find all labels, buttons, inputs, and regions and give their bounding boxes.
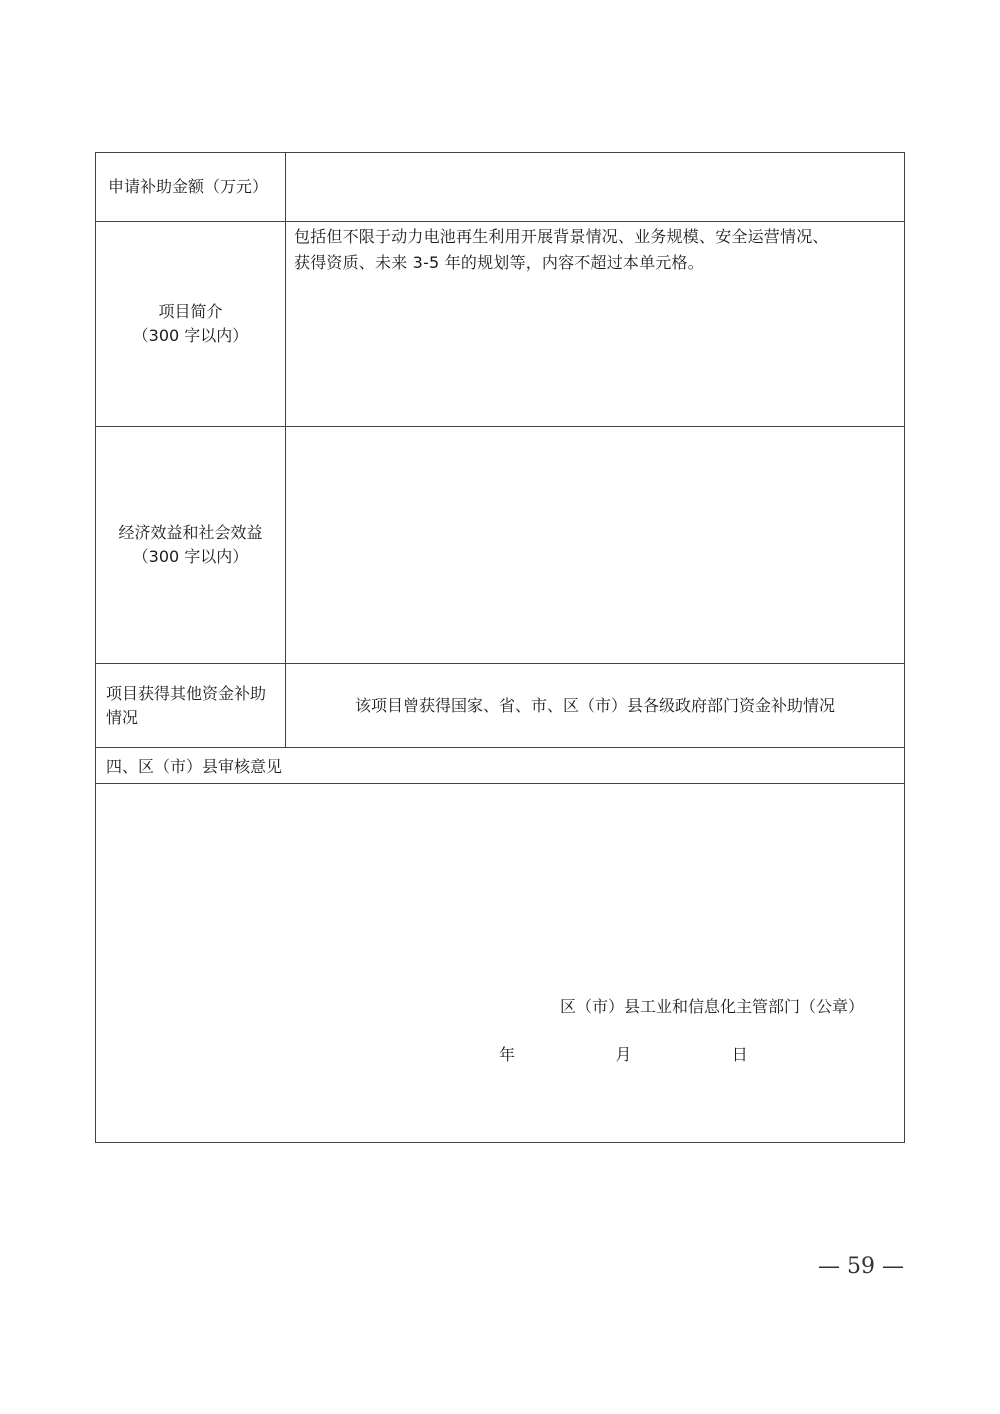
benefits-label-title: 经济效益和社会效益 — [118, 523, 263, 542]
benefits-label-limit: （300 字以内） — [132, 547, 249, 566]
summary-guidance-line: 获得资质、未来 3-5 年的规划等，内容不超过本单元格。 — [294, 253, 704, 272]
summary-row — [96, 222, 904, 427]
summary-label-limit: （300 字以内） — [132, 326, 249, 345]
review-signature: 区（市）县工业和信息化主管部门（公章） — [559, 997, 864, 1016]
page-number: — 59 — — [818, 1254, 904, 1279]
other-funding-row — [96, 664, 904, 748]
summary-guidance — [286, 222, 904, 276]
other-funding-label-cell — [96, 664, 286, 747]
review-heading-row — [96, 748, 904, 784]
amount-label-cell — [96, 153, 286, 221]
summary-label-cell — [96, 222, 286, 426]
review-date: 年 月 日 — [499, 1045, 748, 1064]
review-row[interactable] — [96, 784, 904, 1142]
other-funding-label-line: 情况 — [106, 707, 139, 727]
application-form-table — [95, 152, 905, 1143]
benefits-label-cell — [96, 427, 286, 663]
other-funding-value-cell[interactable] — [286, 664, 904, 747]
amount-label: 申请补助金额（万元） — [108, 177, 269, 196]
review-heading: 四、区（市）县审核意见 — [106, 757, 283, 776]
summary-label-title: 项目简介 — [158, 302, 223, 321]
benefits-value-cell[interactable] — [286, 427, 904, 663]
other-funding-label-line: 项目获得其他资金补助 — [106, 683, 267, 703]
amount-row — [96, 153, 904, 222]
benefits-row — [96, 427, 904, 664]
summary-guidance-line: 包括但不限于动力电池再生利用开展背景情况、业务规模、安全运营情况、 — [294, 227, 829, 246]
amount-value-cell[interactable] — [286, 153, 904, 221]
summary-value-cell[interactable] — [286, 222, 904, 426]
other-funding-value: 该项目曾获得国家、省、市、区（市）县各级政府部门资金补助情况 — [354, 695, 835, 715]
